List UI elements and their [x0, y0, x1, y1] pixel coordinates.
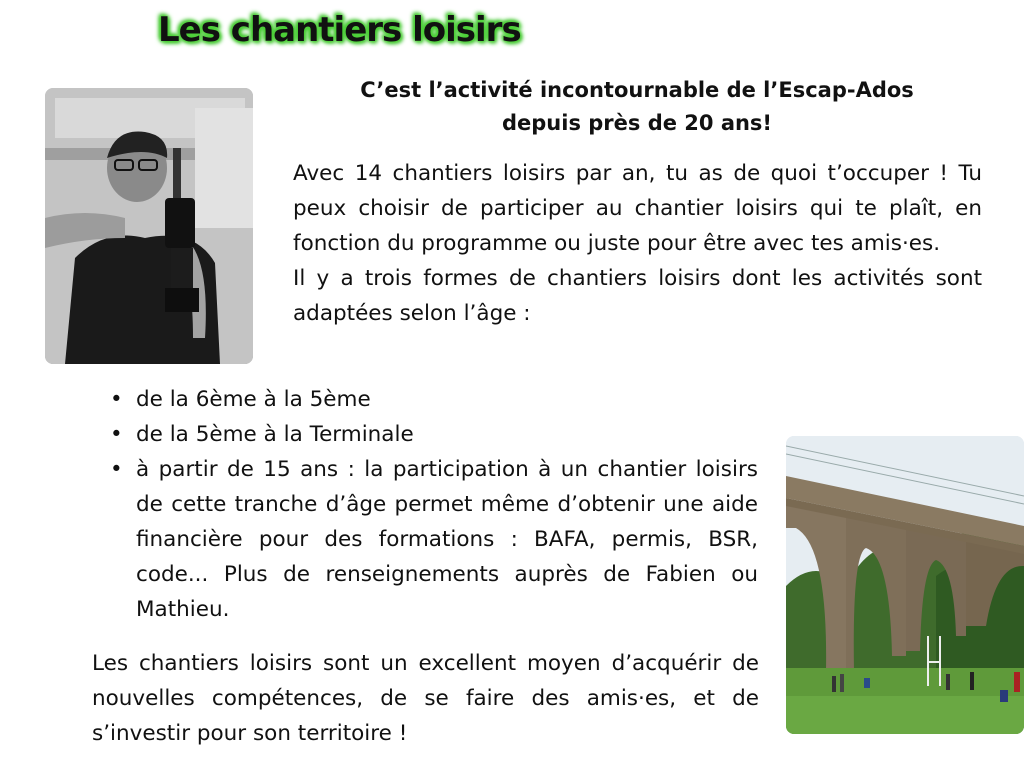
- intro-text: Avec 14 chantiers loisirs par an, tu as de quoi t’occuper ! Tu peux choisir de participer au chantier loisirs qui te plaît, en fonction du programme ou juste pour être avec tes amis·es.: [293, 161, 982, 256]
- list-item: • de la 5ème à la Terminale: [110, 417, 760, 452]
- list-item: • à partir de 15 ans : la participation à un chantier loisirs de cette tranche d’âge permet même d’obtenir une aide financière pour des formations : BAFA, permis, BSR, code... Plus de renseignements auprès de Fabien ou Mathieu.: [110, 452, 758, 627]
- teen-with-drill-photo: [45, 88, 253, 364]
- intro-paragraph: [293, 156, 982, 331]
- viaduct-field-photo: [786, 436, 1024, 734]
- subtitle: [292, 74, 982, 140]
- closing-paragraph: Les chantiers loisirs sont un excellent moyen d’acquérir de nouvelles compétences, de se faire des amis·es, et de s’investir pour son territoire !: [92, 651, 759, 746]
- list-item: • de la 6ème à la 5ème: [110, 382, 760, 417]
- forms-intro-text: Il y a trois formes de chantiers loisirs dont les activités sont adaptées selon l’âge :: [293, 266, 982, 326]
- age-groups-list: [110, 382, 760, 627]
- subtitle-line-1: C’est l’activité incontournable de l’Escap-Ados: [360, 78, 914, 102]
- subtitle-line-2: depuis près de 20 ans!: [501, 111, 773, 135]
- page-title: Les chantiers loisirs: [158, 10, 521, 50]
